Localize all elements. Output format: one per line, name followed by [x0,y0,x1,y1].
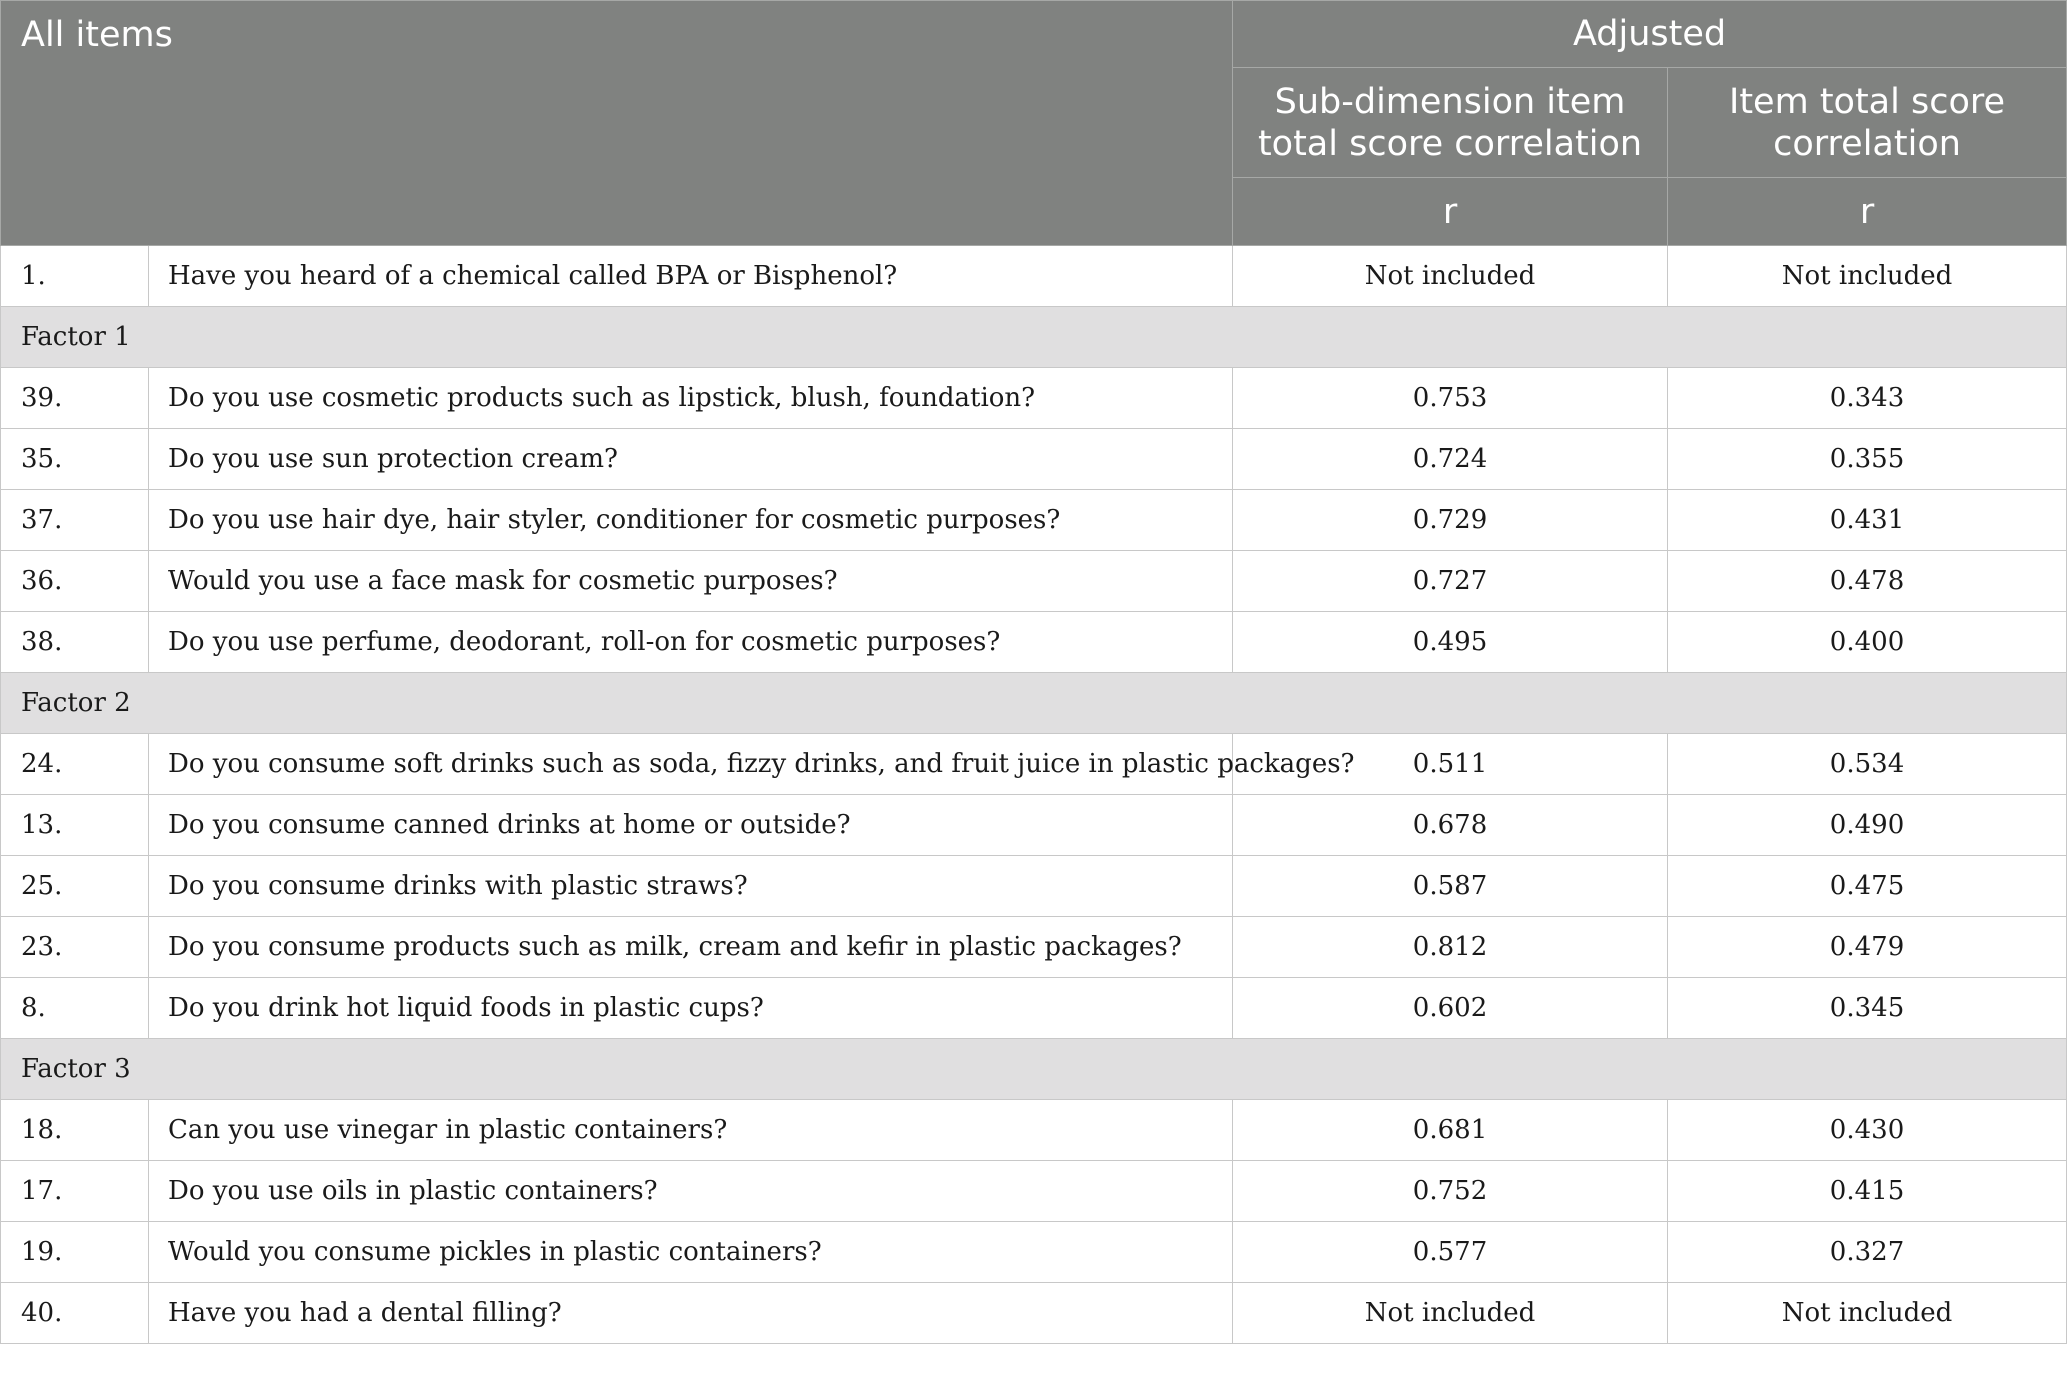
table-row [1,917,2067,978]
item-number: 37. [1,490,149,551]
item-number: 8. [1,978,149,1039]
sub-dimension-value: Not included [1233,246,1668,307]
table-row [1,429,2067,490]
item-total-value: 0.431 [1668,490,2067,551]
item-question: Do you consume products such as milk, cream and kefir in plastic packages? [149,917,1233,978]
item-number: 18. [1,1100,149,1161]
item-question: Do you drink hot liquid foods in plastic cups? [149,978,1233,1039]
item-question: Would you use a face mask for cosmetic purposes? [149,551,1233,612]
sub-dimension-value: 0.602 [1233,978,1668,1039]
table-header [1,1,2067,246]
sub-dimension-value: 0.587 [1233,856,1668,917]
item-number: 35. [1,429,149,490]
item-question: Do you use perfume, deodorant, roll-on for cosmetic purposes? [149,612,1233,673]
table-row [1,1100,2067,1161]
table-row [1,1283,2067,1344]
item-total-value: Not included [1668,246,2067,307]
item-number: 19. [1,1222,149,1283]
sub-dimension-value: 0.724 [1233,429,1668,490]
all-items-header: All items [1,1,1233,246]
table-body [1,246,2067,1344]
table-row [1,1222,2067,1283]
sub-dimension-header: Sub-dimension item total score correlation [1233,68,1668,178]
table-row [1,978,2067,1039]
item-total-value: 0.490 [1668,795,2067,856]
item-total-value: 0.345 [1668,978,2067,1039]
table-row [1,856,2067,917]
item-question: Do you use hair dye, hair styler, conditioner for cosmetic purposes? [149,490,1233,551]
item-total-value: Not included [1668,1283,2067,1344]
item-question: Can you use vinegar in plastic containers? [149,1100,1233,1161]
table-row [1,734,2067,795]
item-question: Do you use sun protection cream? [149,429,1233,490]
factor-label: Factor 1 [1,307,2067,368]
table-row [1,1161,2067,1222]
item-question: Do you use oils in plastic containers? [149,1161,1233,1222]
sub-dimension-value: 0.729 [1233,490,1668,551]
item-total-value: 0.479 [1668,917,2067,978]
item-total-unit: r [1668,178,2067,246]
item-number: 40. [1,1283,149,1344]
factor-row [1,1039,2067,1100]
sub-dimension-value: 0.681 [1233,1100,1668,1161]
item-question: Have you had a dental filling? [149,1283,1233,1344]
factor-label: Factor 3 [1,1039,2067,1100]
sub-dimension-value: 0.753 [1233,368,1668,429]
table-row [1,795,2067,856]
adjusted-header: Adjusted [1233,1,2067,68]
factor-label: Factor 2 [1,673,2067,734]
item-question: Have you heard of a chemical called BPA or Bisphenol? [149,246,1233,307]
item-number: 23. [1,917,149,978]
table-row [1,368,2067,429]
sub-dimension-value: 0.577 [1233,1222,1668,1283]
item-question: Would you consume pickles in plastic containers? [149,1222,1233,1283]
item-number: 39. [1,368,149,429]
item-total-value: 0.327 [1668,1222,2067,1283]
item-total-value: 0.355 [1668,429,2067,490]
sub-dimension-value: 0.495 [1233,612,1668,673]
factor-row [1,673,2067,734]
item-number: 25. [1,856,149,917]
item-question: Do you consume canned drinks at home or outside? [149,795,1233,856]
item-total-value: 0.415 [1668,1161,2067,1222]
item-number: 17. [1,1161,149,1222]
item-total-value: 0.534 [1668,734,2067,795]
item-number: 36. [1,551,149,612]
item-question: Do you consume drinks with plastic straws? [149,856,1233,917]
item-total-value: 0.343 [1668,368,2067,429]
item-question: Do you consume soft drinks such as soda, fizzy drinks, and fruit juice in plastic packages? [149,734,1233,795]
sub-dimension-value: 0.812 [1233,917,1668,978]
table-row [1,246,2067,307]
item-question: Do you use cosmetic products such as lipstick, blush, foundation? [149,368,1233,429]
table-row [1,490,2067,551]
table-row [1,612,2067,673]
sub-dimension-value: 0.727 [1233,551,1668,612]
sub-dimension-value: 0.678 [1233,795,1668,856]
item-number: 13. [1,795,149,856]
factor-row [1,307,2067,368]
item-total-value: 0.430 [1668,1100,2067,1161]
item-number: 1. [1,246,149,307]
item-number: 24. [1,734,149,795]
item-total-value: 0.475 [1668,856,2067,917]
item-total-header: Item total score correlation [1668,68,2067,178]
sub-dimension-unit: r [1233,178,1668,246]
item-number: 38. [1,612,149,673]
item-total-value: 0.400 [1668,612,2067,673]
item-total-value: 0.478 [1668,551,2067,612]
sub-dimension-value: 0.511 [1233,734,1668,795]
table-row [1,551,2067,612]
sub-dimension-value: Not included [1233,1283,1668,1344]
sub-dimension-value: 0.752 [1233,1161,1668,1222]
